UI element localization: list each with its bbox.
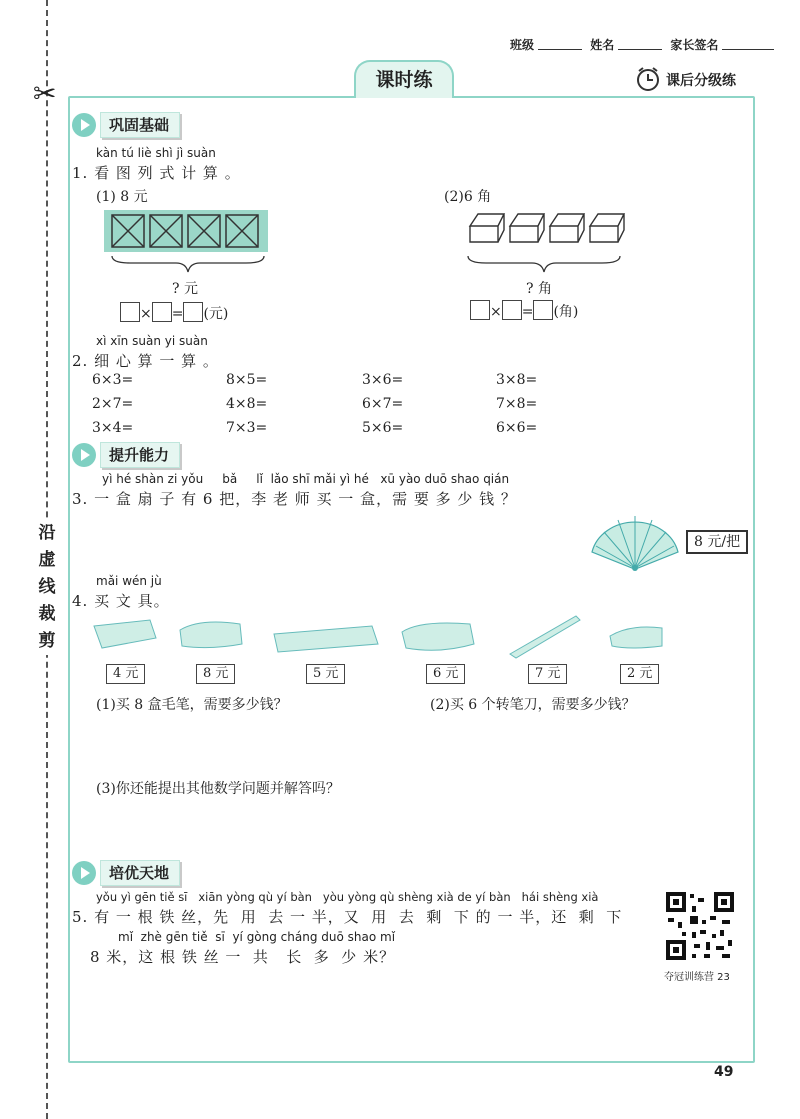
page-title: 课时练 xyxy=(354,60,454,98)
section-header-improve: 提升能力 xyxy=(72,442,180,468)
q4-sub2: (2)买 6 个转笔刀，需要多少钱？ xyxy=(430,697,636,713)
answer-box[interactable] xyxy=(502,300,522,320)
q5-line-2: 8 米，这 根 铁 丝 一 共 长 多 少 米？ xyxy=(90,948,396,966)
ruler-image xyxy=(274,626,378,652)
fan-price: 8 元/把 xyxy=(686,530,748,554)
page-number: 49 xyxy=(714,1064,734,1080)
stationery-price: 4 元 xyxy=(106,664,145,684)
student-info: 班级 姓名 家长签名 xyxy=(510,36,778,53)
play-icon xyxy=(72,113,96,137)
answer-box[interactable] xyxy=(152,302,172,322)
stationery-price: 5 元 xyxy=(306,664,345,684)
class-blank[interactable] xyxy=(538,38,582,50)
stationery-price: 2 元 xyxy=(620,664,659,684)
q1-part1-equation: × = (元) xyxy=(120,302,228,323)
answer-box[interactable] xyxy=(120,302,140,322)
q2-problem: 3×6= xyxy=(362,372,404,388)
q2-problem: 3×4= xyxy=(92,420,134,436)
play-icon xyxy=(72,443,96,467)
section-header-advanced: 培优天地 xyxy=(72,860,180,886)
answer-box[interactable] xyxy=(183,302,203,322)
q2-pinyin: xì xīn suàn yi suàn xyxy=(96,334,208,348)
q2-problem: 6×6= xyxy=(496,420,538,436)
section-header-basic: 巩固基础 xyxy=(72,112,180,138)
brush-box-image xyxy=(94,620,156,648)
q2-problem: 4×8= xyxy=(226,396,268,412)
qr-caption: 夺冠训练营 23 xyxy=(664,972,730,983)
q4-sub1: (1)买 8 盒毛笔，需要多少钱？ xyxy=(96,697,288,713)
fan-image xyxy=(588,512,682,572)
q4-text: 4. 买 文 具。 xyxy=(72,592,170,610)
q2-problem: 6×3= xyxy=(92,372,134,388)
q2-problem: 8×5= xyxy=(226,372,268,388)
q2-problem: 7×8= xyxy=(496,396,538,412)
brace-1 xyxy=(110,254,266,274)
erasers-image xyxy=(466,208,632,248)
sharpener-image xyxy=(402,623,474,650)
q5-line-1: 5. 有 一 根 铁 丝，先 用 去 一 半，又 用 去 剩 下 的 一 半，还 剩 下 xyxy=(72,908,623,926)
stationery-images xyxy=(90,610,750,660)
q1-part1-label: (1) 8 元 xyxy=(96,189,148,205)
play-icon xyxy=(72,861,96,885)
qr-code-image[interactable] xyxy=(664,890,736,962)
stationery-price: 7 元 xyxy=(528,664,567,684)
q1-pinyin: kàn tú liè shì jì suàn xyxy=(96,146,216,160)
answer-box[interactable] xyxy=(470,300,490,320)
q2-problem: 5×6= xyxy=(362,420,404,436)
q2-problem: 7×3= xyxy=(226,420,268,436)
q2-problem: 3×8= xyxy=(496,372,538,388)
name-blank[interactable] xyxy=(618,38,662,50)
cut-instruction: 沿 虚 线 裁 剪 xyxy=(32,520,62,655)
eraser-image xyxy=(610,627,662,648)
parent-signature-blank[interactable] xyxy=(722,38,774,50)
q3-text: 3. 一 盒 扇 子 有 6 把，李 老 师 买 一 盒，需 要 多 少 钱 ？ xyxy=(72,490,517,508)
q1-part2-label: (2)6 角 xyxy=(444,189,492,205)
stationery-price: 8 元 xyxy=(196,664,235,684)
q4-pinyin: mǎi wén jù xyxy=(96,574,162,588)
q2-problem: 2×7= xyxy=(92,396,134,412)
q1-part2-total: ? 角 xyxy=(526,281,552,297)
q1-part2-equation: × = (角) xyxy=(470,300,578,321)
q1-part1-total: ? 元 xyxy=(172,281,198,297)
subtitle: 课后分级练 xyxy=(666,73,736,89)
answer-box[interactable] xyxy=(533,300,553,320)
q4-sub3: (3)你还能提出其他数学问题并解答吗？ xyxy=(96,781,340,797)
q3-pinyin: yì hé shàn zi yǒu bǎ lǐ lǎo shī mǎi yì hé xū yào duō shao qián xyxy=(102,472,510,486)
q2-problem: 6×7= xyxy=(362,396,404,412)
q1-text: 1. 看 图 列 式 计 算 。 xyxy=(72,164,241,182)
money-bills-image xyxy=(104,210,268,252)
pen-image xyxy=(510,616,580,658)
scissors-icon: ✂ xyxy=(33,77,57,110)
q2-text: 2. 细 心 算 一 算 。 xyxy=(72,352,219,370)
stationery-price: 6 元 xyxy=(426,664,465,684)
brace-2 xyxy=(466,254,622,274)
pencil-case-image xyxy=(180,622,242,648)
q5-pinyin-2: mǐ zhè gēn tiě sī yí gòng cháng duō shao mǐ xyxy=(118,930,396,944)
q5-pinyin-1: yǒu yì gēn tiě sī xiān yòng qù yí bàn yòu yòng qù shèng xià de yí bàn hái shèng xià xyxy=(96,890,599,904)
